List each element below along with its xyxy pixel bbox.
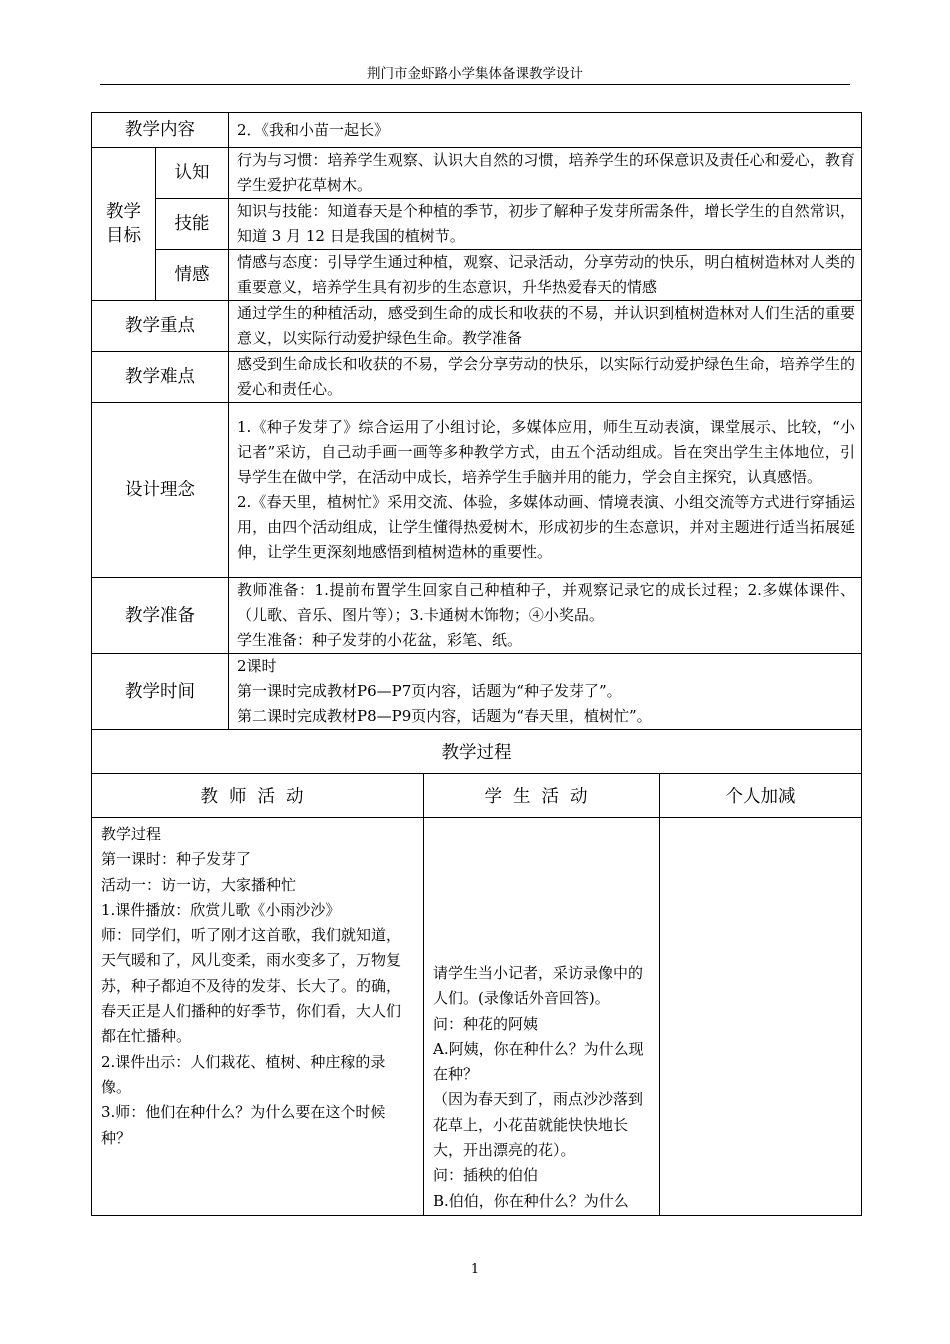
design-paragraph-1: 1.《种子发芽了》综合运用了小组讨论，多媒体应用，师生互动表演，课堂展示、比较，“小记者”采访，自己动手画一画等多种教学方式，由五个活动组成。旨在突出学生主体地位，引导学生在做中学，在活动中成长，培养学生手脑并用的能力，学会自主探究，认真感悟。: [237, 418, 856, 486]
row-time: [92, 654, 862, 730]
row-key-points: [92, 301, 862, 352]
row-goal-skill: [92, 199, 862, 250]
design-label: 设计理念: [92, 403, 229, 578]
teacher-activity-line: 1.课件播放：欣赏儿歌《小雨沙沙》: [101, 900, 341, 919]
goal-text-cognition: 行为与习惯：培养学生观察、认识大自然的习惯，培养学生的环保意识及责任心和爱心，教育学生爱护花草树木。: [229, 148, 862, 199]
time-text: [229, 654, 862, 730]
goal-text-emotion: 情感与态度：引导学生通过种植，观察、记录活动，分享劳动的快乐，明白植树造林对人类的重要意义，培养学生具有初步的生态意识，升华热爱春天的情感: [229, 250, 862, 301]
time-label: 教学时间: [92, 654, 229, 730]
personal-cell: [660, 818, 862, 1216]
row-difficulty: [92, 352, 862, 403]
content-label: 教学内容: [92, 113, 229, 148]
row-goal-cognition: [92, 148, 862, 199]
teacher-activity-line: 师：同学们，听了刚才这首歌，我们就知道，天气暖和了，风儿变柔，雨水变多了，万物复苏，种子都迫不及待的发芽、长大了。的确，春天正是人们播种的好季节，你们看，大人们都在忙播种。: [101, 926, 402, 1046]
design-text: [229, 403, 862, 578]
row-content: [92, 113, 862, 148]
goal-label-skill: 技能: [156, 199, 229, 250]
student-activity-cell: [424, 818, 660, 1216]
col-header-teacher: 教师活动: [92, 774, 424, 818]
design-paragraph-2: 2.《春天里，植树忙》采用交流、体验，多媒体动画、情境表演、小组交流等方式进行穿插运用，由四个活动组成，让学生懂得热爱树木，形成初步的生态意识，并对主题进行适当拓展延伸，让学生更深刻地感悟到植树造林的重要性。: [237, 493, 856, 561]
teacher-activity-line: 教学过程: [101, 825, 162, 843]
student-activity-line: 问：种花的阿姨: [433, 1014, 539, 1033]
row-prep: [92, 578, 862, 654]
process-title: 教学过程: [92, 730, 862, 774]
row-process-body: [92, 818, 862, 1216]
key-points-label: 教学重点: [92, 301, 229, 352]
teacher-activity-line: 2.课件出示：人们栽花、植树、种庄稼的录像。: [101, 1052, 386, 1096]
student-activity-line: B.伯伯，你在种什么？为什么: [433, 1191, 629, 1210]
difficulty-text: 感受到生命成长和收获的不易，学会分享劳动的快乐，以实际行动爱护绿色生命，培养学生的爱心和责任心。: [229, 352, 862, 403]
prep-text: [229, 578, 862, 654]
lesson-plan-table: [91, 112, 862, 1216]
goal-label-cognition: 认知: [156, 148, 229, 199]
student-activity-line: （因为春天到了，雨点沙沙落到花草上，小花苗就能快快地长大，开出漂亮的花）。: [433, 1090, 644, 1160]
teacher-activity-line: 第一课时：种子发芽了: [101, 850, 252, 869]
page-number: 1: [470, 1262, 480, 1277]
time-line: 2课时: [237, 657, 277, 675]
goal-label-emotion: 情感: [156, 250, 229, 301]
time-line: 第一课时完成教材P6—P7页内容，话题为“种子发芽了”。: [237, 682, 622, 700]
teacher-activity-line: 3.师：他们在种什么？为什么要在这个时候种？: [101, 1103, 386, 1147]
row-process-title: [92, 730, 862, 774]
goals-label-1: 教学: [106, 202, 141, 222]
goals-label-2: 目标: [106, 226, 141, 246]
student-activity-line: A.阿姨，你在种什么？为什么现在种？: [433, 1039, 644, 1084]
row-column-headers: [92, 774, 862, 818]
goals-label: [92, 148, 156, 301]
row-goal-emotion: [92, 250, 862, 301]
col-header-personal: 个人加减: [660, 774, 862, 818]
difficulty-label: 教学难点: [92, 352, 229, 403]
goal-text-skill: 知识与技能：知道春天是个种植的季节，初步了解种子发芽所需条件，增长学生的自然常识，知道 3 月 12 日是我国的植树节。: [229, 199, 862, 250]
teacher-activity-cell: [92, 818, 424, 1216]
header-rule: [100, 84, 850, 85]
row-design: [92, 403, 862, 578]
teacher-activity-line: 活动一：访一访，大家播种忙: [101, 875, 297, 894]
time-line: 第二课时完成教材P8—P9页内容，话题为“春天里，植树忙”。: [237, 707, 652, 725]
page-header: 荆门市金虾路小学集体备课教学设计: [367, 66, 583, 82]
content-value: 2．《我和小苗一起长》: [229, 113, 862, 148]
student-activity-line: 请学生当小记者，采访录像中的人们。(录像话外音回答)。: [433, 964, 644, 1008]
key-points-text: 通过学生的种植活动，感受到生命的成长和收获的不易，并认识到植树造林对人们生活的重要意义，以实际行动爱护绿色生命。教学准备: [229, 301, 862, 352]
col-header-student: 学生活动: [424, 774, 660, 818]
student-activity-line: 问：插秧的伯伯: [433, 1166, 539, 1185]
prep-label: 教学准备: [92, 578, 229, 654]
prep-student: 学生准备：种子发芽的小花盆，彩笔、纸。: [237, 631, 523, 649]
prep-teacher: 教师准备：1.提前布置学生回家自己种植种子，并观察记录它的成长过程；2.多媒体课件、（儿歌、音乐、图片等）；3.卡通树木饰物；④小奖品。: [237, 581, 856, 624]
